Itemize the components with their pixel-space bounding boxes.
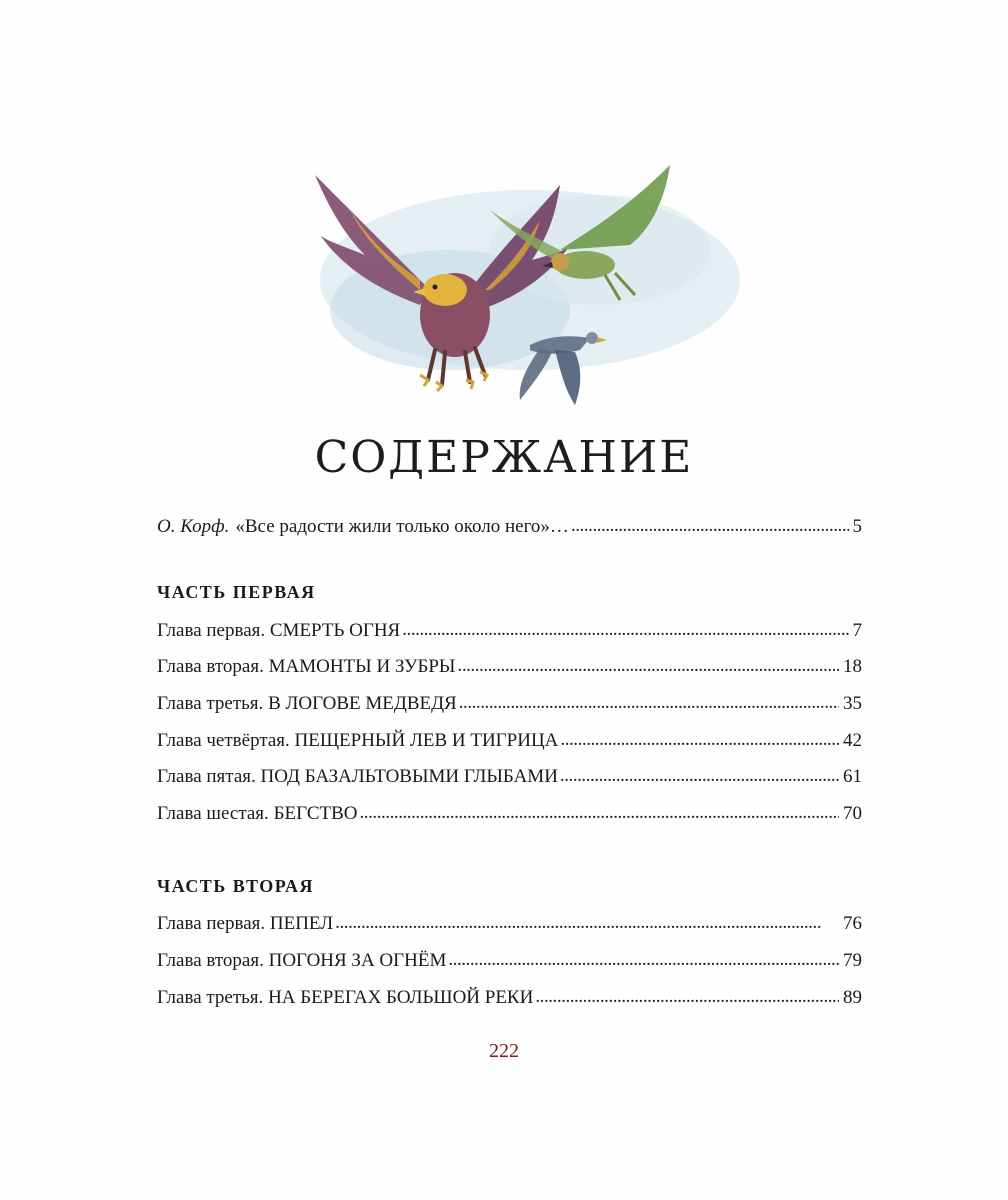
chapter-page: 79 — [843, 950, 862, 971]
chapter-title: ПЕЩЕРНЫЙ ЛЕВ И ТИГРИЦА — [294, 730, 559, 751]
chapter-title: НА БЕРЕГАХ БОЛЬШОЙ РЕКИ — [268, 987, 534, 1008]
page-number: 222 — [489, 1040, 519, 1062]
chapter-title: ПОД БАЗАЛЬТОВЫМИ ГЛЫБАМИ — [260, 766, 558, 787]
toc-entry[interactable] — [157, 947, 862, 975]
toc-entry[interactable] — [157, 690, 862, 718]
dot-leader — [459, 694, 839, 714]
dot-leader — [560, 767, 839, 787]
chapter-label: Глава шестая. — [157, 803, 269, 824]
chapter-label: Глава первая. — [157, 620, 266, 641]
flying-birds-illustration — [270, 140, 770, 415]
toc-entry-intro[interactable] — [157, 513, 862, 541]
toc-entry[interactable] — [157, 727, 862, 755]
dot-leader — [560, 731, 839, 751]
chapter-title: ПОГОНЯ ЗА ОГНЁМ — [268, 950, 447, 971]
chapter-label: Глава четвёртая. — [157, 730, 290, 751]
chapter-label: Глава первая. — [157, 913, 266, 934]
chapter-label: Глава вторая. — [157, 656, 264, 677]
chapter-title: ПЕПЕЛ — [269, 913, 334, 934]
toc-entry[interactable] — [157, 617, 862, 645]
toc-entry[interactable] — [157, 910, 862, 938]
chapter-title: МАМОНТЫ И ЗУБРЫ — [268, 656, 456, 677]
chapter-title: БЕГСТВО — [273, 803, 358, 824]
chapter-page: 76 — [843, 913, 862, 934]
toc-entry[interactable] — [157, 800, 862, 828]
toc-entry[interactable] — [157, 984, 862, 1012]
chapter-title: В ЛОГОВЕ МЕДВЕДЯ — [268, 693, 457, 714]
birds-icon — [270, 140, 770, 415]
chapter-title: СМЕРТЬ ОГНЯ — [269, 620, 401, 641]
chapter-page: 61 — [843, 766, 862, 787]
part-heading-second: ЧАСТЬ ВТОРАЯ — [157, 876, 314, 896]
dot-leader — [448, 951, 839, 971]
chapter-page: 42 — [843, 730, 862, 751]
dot-leader — [571, 517, 849, 537]
chapter-page: 70 — [843, 803, 862, 824]
page-title: СОДЕРЖАНИЕ — [314, 432, 694, 483]
dot-leader — [335, 914, 839, 934]
toc-entry[interactable] — [157, 763, 862, 791]
dot-leader — [360, 804, 840, 824]
chapter-page: 35 — [843, 693, 862, 714]
part-heading-first: ЧАСТЬ ПЕРВАЯ — [157, 582, 316, 602]
dot-leader — [402, 621, 848, 641]
dot-leader — [458, 657, 839, 677]
chapter-label: Глава пятая. — [157, 766, 256, 787]
intro-title: «Все радости жили только около него»… — [235, 516, 569, 537]
chapter-label: Глава третья. — [157, 987, 264, 1008]
dot-leader — [535, 988, 839, 1008]
chapter-page: 7 — [852, 620, 862, 641]
intro-author: О. Корф. — [157, 516, 230, 537]
chapter-page: 89 — [843, 987, 862, 1008]
chapter-label: Глава вторая. — [157, 950, 264, 971]
chapter-page: 18 — [843, 656, 862, 677]
toc-entry[interactable] — [157, 653, 862, 681]
intro-page: 5 — [852, 516, 862, 537]
chapter-label: Глава третья. — [157, 693, 264, 714]
